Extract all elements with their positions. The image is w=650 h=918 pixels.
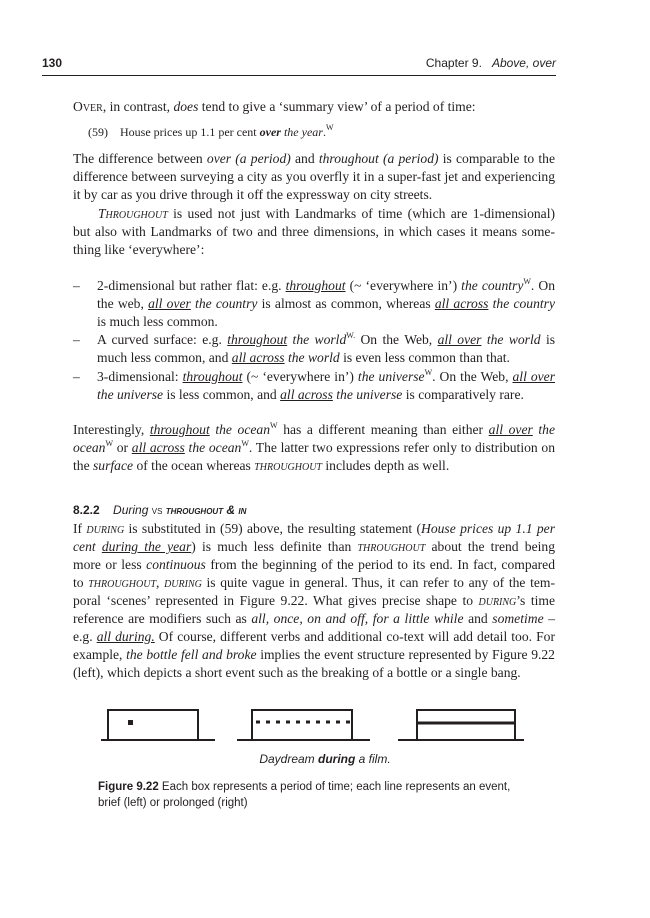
list-dash: – bbox=[73, 278, 80, 293]
paragraph-line: e.g. all during. Of course, different verbs and additional co-text will add detail too. For bbox=[73, 629, 555, 644]
section-heading: 8.2.2 During vs throughout & in bbox=[73, 503, 247, 517]
list-dash: – bbox=[73, 369, 80, 384]
example-59: (59) House prices up 1.1 per cent over the year.$^W$ bbox=[88, 123, 334, 139]
paragraph-line: the surface of the ocean whereas throughout includes depth as well. bbox=[73, 458, 450, 473]
paragraph-line: poral ‘scenes’ represented in Figure 9.22. What gives precise shape to during’s time bbox=[73, 593, 555, 608]
paragraph-line: ocean$^W$ or all across the ocean$^W$. The latter two expressions refer only to distribution on bbox=[73, 439, 555, 455]
list-item-line: the web, all over the country is almost as common, whereas all across the country bbox=[97, 296, 555, 311]
paragraph-line: cent during the year) is much less definite than throughout about the trend being bbox=[73, 539, 555, 554]
list-dash: – bbox=[73, 332, 80, 347]
paragraph-line: Throughout is used not just with Landmarks of time (which are 1-dimensional) bbox=[98, 206, 555, 221]
period-box bbox=[108, 710, 198, 740]
figure-label: Figure 9.22 bbox=[98, 781, 159, 793]
period-box bbox=[417, 710, 515, 740]
example-number: (59) bbox=[88, 125, 108, 139]
figure-caption: Figure 9.22 Each box represents a period of time; each line represents an event, bbox=[98, 781, 511, 793]
timebox-right bbox=[398, 710, 524, 740]
paragraph-line: Interestingly, throughout the ocean$^W$ has a different meaning than either all over the bbox=[73, 421, 555, 437]
paragraph-line: example, the bottle fell and broke implies the event structure represented by Figure 9.22 bbox=[73, 647, 555, 662]
paragraph-line: If during is substituted in (59) above, the resulting statement (House prices up 1.1 per bbox=[73, 521, 556, 536]
list-item-line: A curved surface: e.g. throughout the world$^{W.}$ On the Web, all over the world is bbox=[97, 331, 556, 347]
list-item-line: 2-dimensional but rather flat: e.g. throughout (~ ‘everywhere in’) the country$^W$. On bbox=[97, 277, 555, 293]
list-item-line: the universe is less common, and all across the universe is comparatively rare. bbox=[97, 387, 524, 402]
list-item-line: is much less common. bbox=[97, 314, 218, 329]
page-number: 130 bbox=[42, 56, 63, 70]
timebox-left bbox=[101, 710, 215, 740]
paragraph-line: difference between surveying a city as you overfly it in a super-fast jet and experiencing bbox=[73, 169, 555, 184]
paragraph-line: The difference between over (a period) and throughout (a period) is comparable to the bbox=[73, 151, 555, 166]
paragraph-line: to throughout, during is quite vague in general. Thus, it can refer to any of the tem- bbox=[73, 575, 555, 590]
period-box bbox=[252, 710, 352, 740]
paragraph-line: but also with Landmarks of two and three dimensions, in which cases it means some- bbox=[73, 224, 555, 239]
list-item-line: 3-dimensional: throughout (~ ‘everywhere in’) the universe$^W$. On the Web, all over bbox=[97, 368, 556, 384]
paragraph-line: Over, in contrast, does tend to give a ‘summary view’ of a period of time: bbox=[73, 99, 476, 114]
paragraph-line: it by car as you drive through it off the expressway on city streets. bbox=[73, 187, 433, 202]
paragraph-line: thing like ‘everywhere’: bbox=[73, 242, 205, 257]
chapter-title: Chapter 9. Above, over bbox=[425, 56, 556, 70]
paragraph-line: more or less continuous from the beginning of the period to its end. In fact, compared bbox=[73, 557, 556, 572]
figure-example: Daydream during a film. bbox=[259, 752, 391, 766]
list-item-line: much less common, and all across the world is even less common than that. bbox=[97, 350, 510, 365]
paragraph-line: (left), which depicts a short event such as the breaking of a bottle or a single bang. bbox=[73, 665, 521, 680]
timebox-middle bbox=[237, 710, 370, 740]
figure-caption-line: brief (left) or prolonged (right) bbox=[98, 797, 248, 809]
brief-event-mark bbox=[128, 720, 133, 725]
paragraph-line: reference are modifiers such as all, once, on and off, for a little while and sometime – bbox=[73, 611, 555, 626]
